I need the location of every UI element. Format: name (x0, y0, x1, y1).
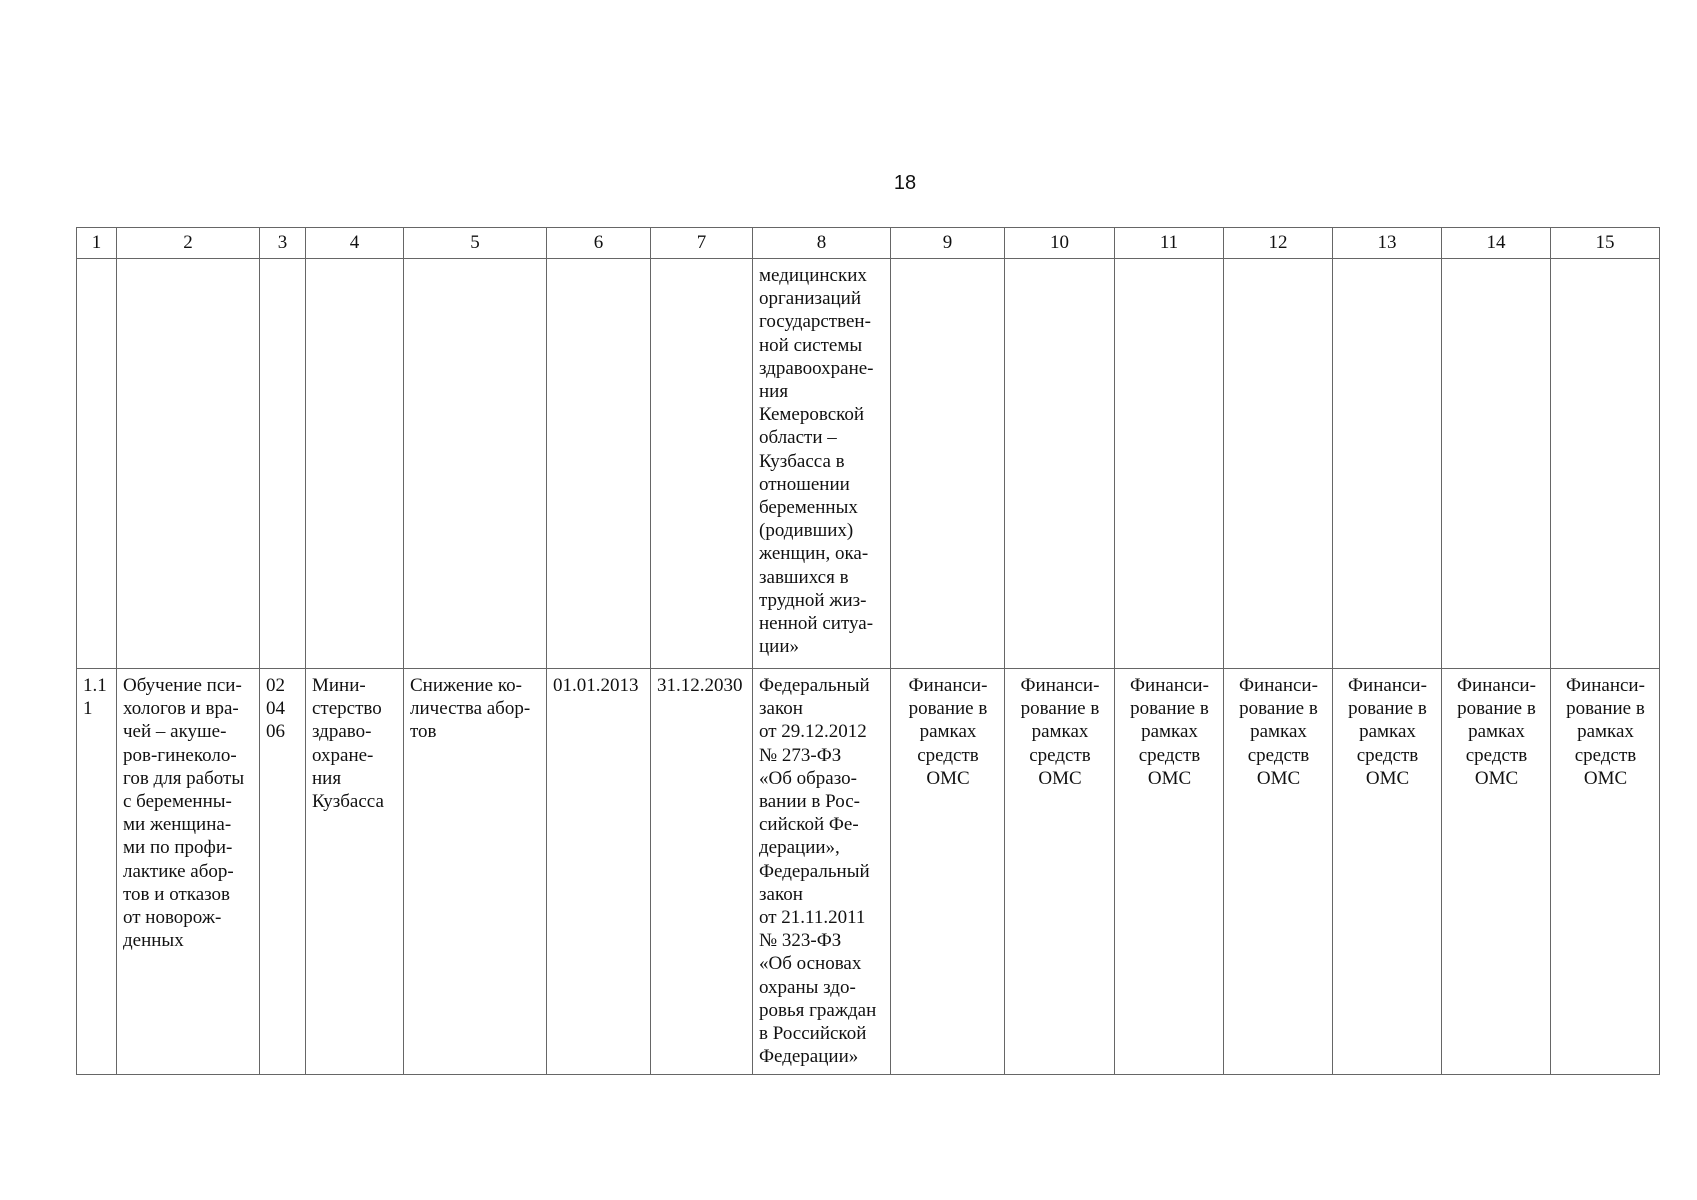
column-header: 2 (117, 228, 260, 259)
column-header: 12 (1224, 228, 1333, 259)
column-header: 13 (1333, 228, 1442, 259)
financing-text: Финанси- рование в рамках средств ОМС (1239, 675, 1318, 789)
column-header: 1 (77, 228, 117, 259)
column-header: 6 (547, 228, 651, 259)
start-date-cell (547, 669, 651, 1075)
page-number: 18 (893, 172, 917, 194)
financing-text: Финанси- рование в рамках средств ОМС (1020, 675, 1100, 789)
column-header: 7 (651, 228, 753, 259)
column-header: 4 (306, 228, 404, 259)
column-header: 8 (753, 228, 891, 259)
row-number: 1.11 (83, 675, 107, 720)
table-cell (1333, 259, 1442, 669)
activity-name-cell (117, 669, 260, 1075)
table-cell (117, 259, 260, 669)
financing-cell (1115, 669, 1224, 1075)
table-row-continuation (77, 259, 1660, 669)
column-header: 10 (1005, 228, 1115, 259)
start-date: 01.01.2013 (553, 675, 639, 696)
table-cell (404, 259, 547, 669)
end-date-cell (651, 669, 753, 1075)
financing-cell (891, 669, 1005, 1075)
row-number-cell (77, 669, 117, 1075)
executor-cell (306, 669, 404, 1075)
table-cell (260, 259, 306, 669)
table-cell (77, 259, 117, 669)
table-cell (1224, 259, 1333, 669)
financing-cell (1005, 669, 1115, 1075)
table-row-1-11 (77, 669, 1660, 1075)
financing-text: Финанси- рование в рамках средств ОМС (1457, 675, 1536, 789)
legal-basis: Федеральный закон от 29.12.2012 № 273-ФЗ «Об образо- вании в Рос- сийской Фе- дерации», Федеральный закон от 21.11.2011 № 323-ФЗ «Об основах охраны здо- ровья граждан в Российской Федерации» (759, 675, 877, 1068)
financing-cell (1224, 669, 1333, 1075)
activity-name: Обучение пси- хологов и вра- чей – акуше- ров-гинеколо- гов для работы с беременны- ми женщина- ми по профи- лактике абор- тов и отказов от новорож- денных (123, 675, 245, 952)
result-cell (404, 669, 547, 1075)
financing-text: Финанси- рование в рамках средств ОМС (1566, 675, 1645, 789)
financing-text: Финанси- рование в рамках средств ОМС (908, 675, 988, 789)
legal-basis-continuation-cell (753, 259, 891, 669)
codes-cell (260, 669, 306, 1075)
table-cell (1551, 259, 1660, 669)
financing-text: Финанси- рование в рамках средств ОМС (1348, 675, 1427, 789)
program-table (76, 227, 1660, 1075)
legal-basis-cell (753, 669, 891, 1075)
table-cell (1005, 259, 1115, 669)
table-cell (547, 259, 651, 669)
column-header: 14 (1442, 228, 1551, 259)
table-cell (1442, 259, 1551, 669)
financing-text: Финанси- рование в рамках средств ОМС (1130, 675, 1209, 789)
financing-cell (1551, 669, 1660, 1075)
executor: Мини- стерство здраво- охране- ния Кузбасса (312, 675, 384, 813)
column-header: 3 (260, 228, 306, 259)
column-header: 15 (1551, 228, 1660, 259)
table-cell (1115, 259, 1224, 669)
table-cell (651, 259, 753, 669)
column-header: 9 (891, 228, 1005, 259)
column-header: 5 (404, 228, 547, 259)
table-header-row (77, 228, 1660, 259)
table-cell (306, 259, 404, 669)
codes: 02 04 06 (266, 675, 285, 743)
table-cell (891, 259, 1005, 669)
expected-result: Снижение ко- личества абор- тов (410, 675, 531, 743)
column-header: 11 (1115, 228, 1224, 259)
financing-cell (1333, 669, 1442, 1075)
financing-cell (1442, 669, 1551, 1075)
legal-basis-continuation-text: медицинских организаций государствен- ной системы здравоохране- ния Кемеровской области – Кузбасса в отношении беременных (родивших) женщин, ока- завшихся в трудной жиз- ненной ситуа- ции» (759, 265, 874, 658)
end-date: 31.12.2030 (657, 675, 743, 696)
